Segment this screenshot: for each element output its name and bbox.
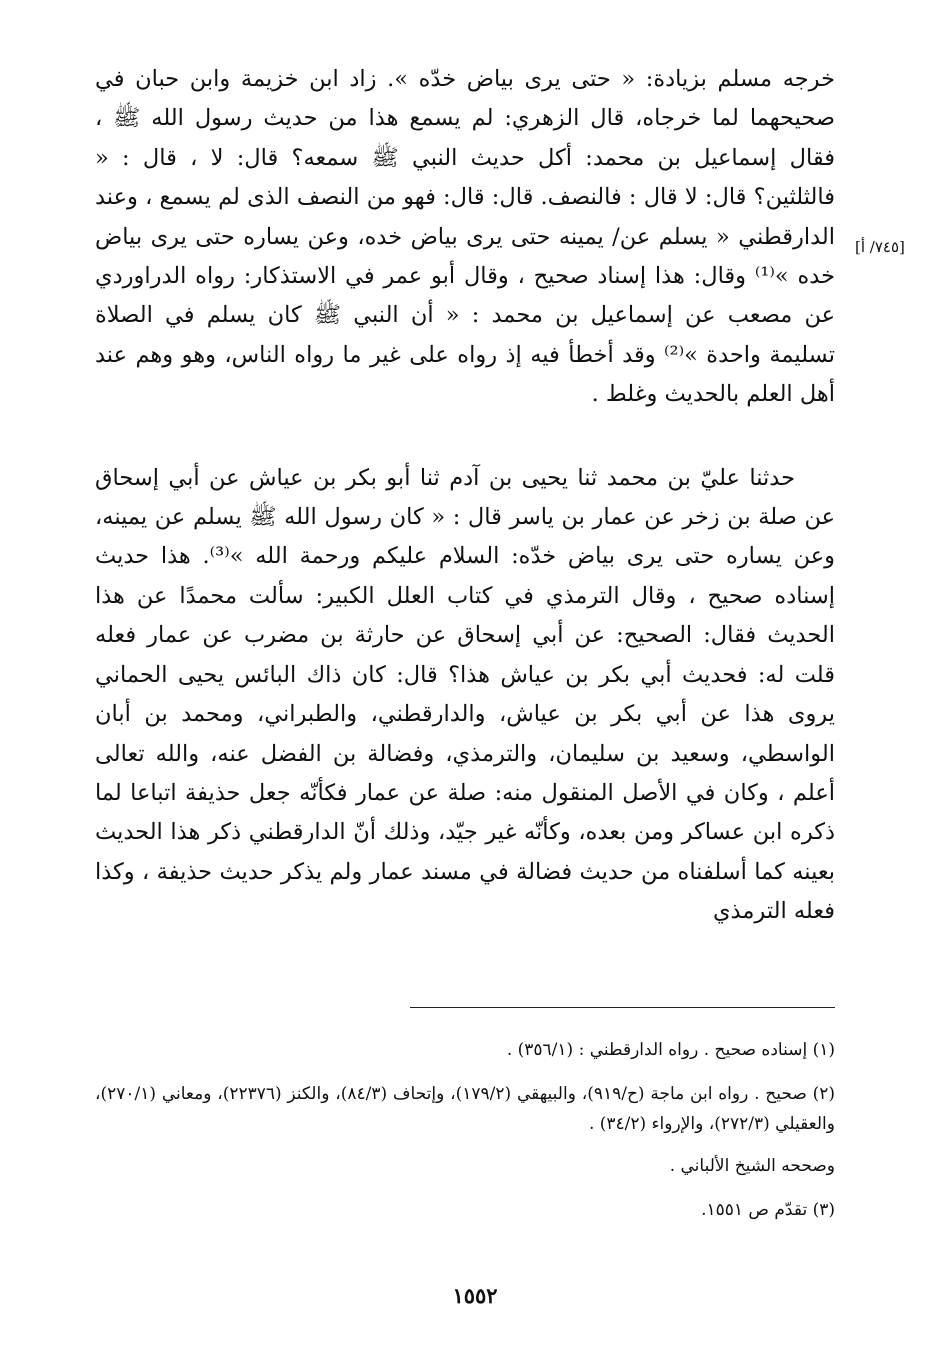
page-number: ١٥٥٢: [452, 1283, 498, 1308]
paragraph-1: خرجه مسلم بزيادة: « حتى يرى بياض خدّه ». زاد ابن خزيمة وابن حبان في صحيحهما لما خرجاه، قال الزهري: لم يسمع هذا من حديث رسول الله ﷺ ، فقال إسماعيل بن محمد: أكل حديث النبي ﷺ سمعه؟ قال: لا ، قال : « فالثلثين؟ قال: لا قال : فالنصف. قال: قال: فهو من النصف الذى لم يسمع ، وعند الدارقطني « يسلم عن/ يمينه حتى يرى بياض خده، وعن يساره حتى يرى بياض خده »⁽¹⁾ وقال: هذا إسناد صحيح ، وقال أبو عمر في الاستذكار: رواه الدراوردي عن مصعب عن إسماعيل بن محمد : « أن النبي ﷺ كان يسلم في الصلاة تسليمة واحدة »⁽²⁾ وقد أخطأ فيه إذ رواه على غير ما رواه الناس، وهو وهم عند أهل العلم بالحديث وغلط .: [95, 66, 835, 408]
margin-manuscript-reference: [٧٤٥/ أ]: [855, 238, 905, 256]
paragraph-2: حدثنا عليّ بن محمد ثنا يحيى بن آدم ثنا أبو بكر بن عياش عن أبي إسحاق عن صلة بن زخر عن عمار بن ياسر قال : « كان رسول الله ﷺ يسلم عن يمينه، وعن يساره حتى يرى بياض خدّه: السلام عليكم ورحمة الله »⁽³⁾. هذا حديث إسناده صحيح ، وقال الترمذي في كتاب العلل الكبير: سألت محمدًا عن هذا الحديث فقال: الصحيح: عن أبي إسحاق عن حارثة بن مضرب عن عمار فعله قلت له: فحديث أبي بكر بن عياش هذا؟ قال: كان ذاك البائس يحيى الحماني يروى هذا عن أبي بكر بن عياش، والدارقطني، والطبراني، ومحمد بن أبان الواسطي، وسعيد بن سليمان، والترمذي، وفضالة بن الفضل عنه، والله تعالى أعلم ، وكان في الأصل المنقول منه: صلة عن عمار فكأنّه جعل حذيفة اتباعا لما ذكره ابن عساكر ومن بعده، وكأنّه غير جيّد، وذلك أنّ الدارقطني ذكر هذا الحديث بعينه كما أسلفناه من حديث فضالة في مسند عمار ولم يذكر حديث حذيفة ، وكذا فعله الترمذي: [95, 464, 835, 925]
footnotes: [95, 1035, 835, 1239]
footnote-2-note: وصححه الشيخ الألباني .: [669, 1156, 835, 1176]
main-text: [95, 60, 835, 932]
footnote-1: (١) إسناده صحيح . رواه الدارقطني : (٣٥٦/١) .: [506, 1040, 835, 1060]
footnote-2: (٢) صحيح . رواه ابن ماجة (ح/٩١٩)، والبيهقي (١٧٩/٢)، وإتحاف (٨٤/٣)، والكنز (٢٢٣٧٦)، ومعاني (٢٧٠/١)، والعقيلي (٢٧٢/٣)، والإرواء (٣٤/٢) .: [95, 1084, 835, 1134]
footnote-3: (٣) تقدّم ص ١٥٥١.: [701, 1200, 835, 1220]
footnote-divider: [410, 1007, 835, 1008]
